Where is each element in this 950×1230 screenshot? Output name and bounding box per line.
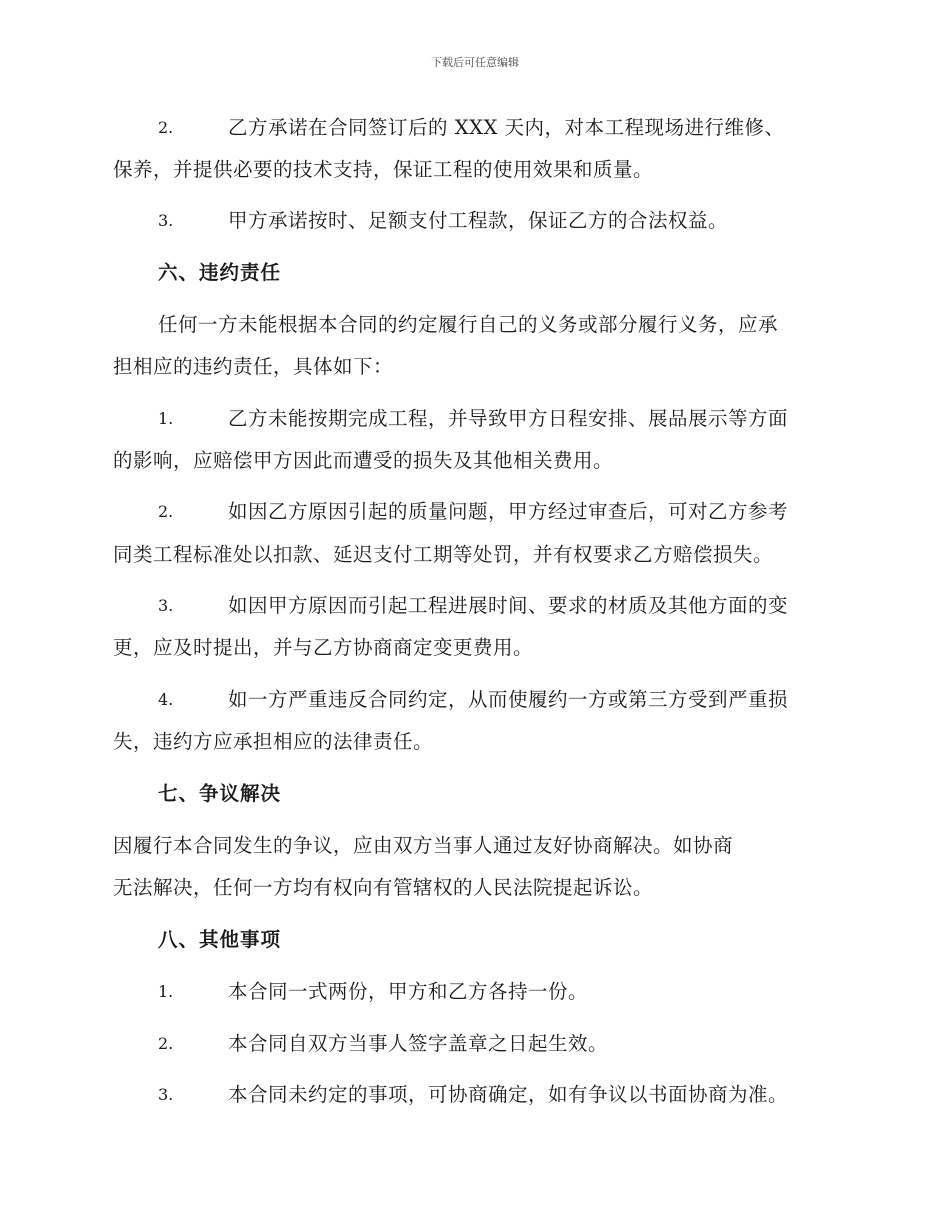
list-number: 2. bbox=[158, 502, 174, 521]
paragraph-line: 如因甲方原因而引起工程进展时间、要求的材质及其他方面的变 bbox=[228, 594, 789, 617]
section-heading: 八、其他事项 bbox=[158, 928, 282, 951]
paragraph-line: 任何一方未能根据本合同的约定履行自己的义务或部分履行义务，应承 bbox=[158, 313, 779, 336]
paragraph-line: 乙方未能按期完成工程，并导致甲方日程安排、展品展示等方面 bbox=[228, 407, 789, 430]
list-number: 3. bbox=[158, 1085, 174, 1104]
paragraph-line: 同类工程标准处以扣款、延迟支付工期等处罚，并有权要求乙方赔偿损失。 bbox=[113, 543, 774, 566]
paragraph-line: 保养，并提供必要的技术支持，保证工程的使用效果和质量。 bbox=[113, 158, 654, 181]
page-header: 下载后可任意编辑 bbox=[431, 56, 519, 69]
list-number: 3. bbox=[158, 211, 174, 230]
list-number: 1. bbox=[158, 982, 174, 1001]
paragraph-line: 本合同一式两份，甲方和乙方各持一份。 bbox=[228, 980, 589, 1003]
paragraph-line: 更，应及时提出，并与乙方协商商定变更费用。 bbox=[113, 636, 534, 659]
paragraph-line: 的影响，应赔偿甲方因此而遭受的损失及其他相关费用。 bbox=[113, 449, 614, 472]
paragraph-line: 失，违约方应承担相应的法律责任。 bbox=[113, 730, 434, 753]
list-number: 4. bbox=[158, 690, 174, 709]
section-heading: 六、违约责任 bbox=[158, 261, 282, 284]
list-number: 2. bbox=[158, 1034, 174, 1053]
paragraph-line: 乙方承诺在合同签订后的 XXX 天内，对本工程现场进行维修、 bbox=[228, 116, 785, 139]
paragraph-line: 担相应的违约责任，具体如下： bbox=[113, 355, 394, 378]
list-number: 3. bbox=[158, 596, 174, 615]
paragraph-line: 本合同自双方当事人签字盖章之日起生效。 bbox=[228, 1032, 609, 1055]
paragraph-line: 如因乙方原因引起的质量问题，甲方经过审查后，可对乙方参考 bbox=[228, 500, 789, 523]
paragraph-line: 无法解决，任何一方均有权向有管辖权的人民法院提起诉讼。 bbox=[113, 876, 654, 899]
section-heading: 七、争议解决 bbox=[158, 782, 282, 805]
paragraph-line: 本合同未约定的事项，可协商确定，如有争议以书面协商为准。 bbox=[228, 1083, 789, 1106]
paragraph-line: 因履行本合同发生的争议，应由双方当事人通过友好协商解决。如协商 bbox=[113, 834, 734, 857]
list-number: 1. bbox=[158, 409, 174, 428]
list-number: 2. bbox=[158, 118, 174, 137]
paragraph-line: 如一方严重违反合同约定，从而使履约一方或第三方受到严重损 bbox=[228, 688, 789, 711]
paragraph-line: 甲方承诺按时、足额支付工程款，保证乙方的合法权益。 bbox=[228, 209, 729, 232]
